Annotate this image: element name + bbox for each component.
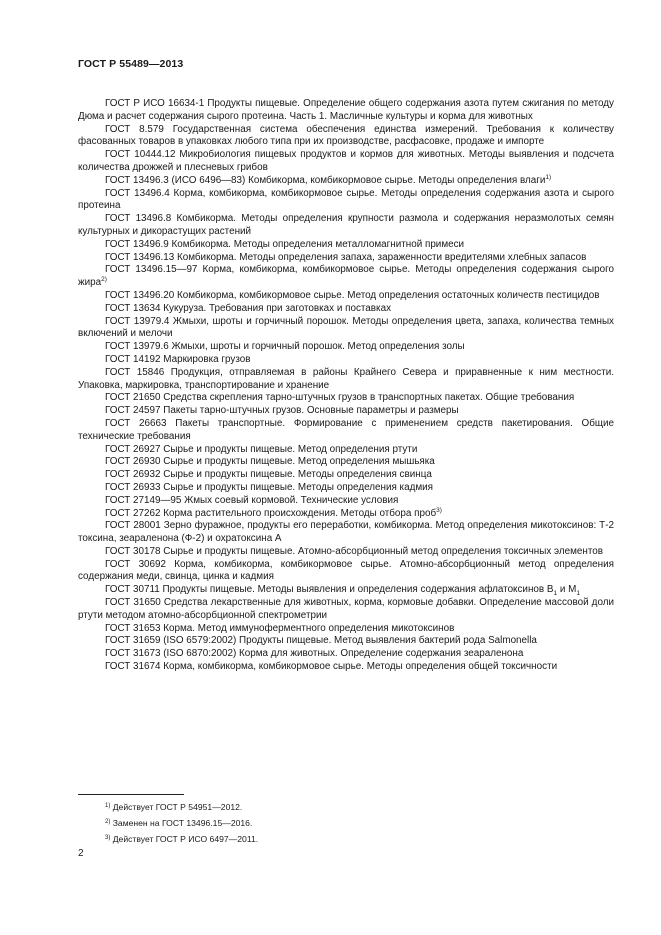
footnote-divider <box>78 794 184 795</box>
reference-item: ГОСТ 26663 Пакеты транспортные. Формирование с применением средств пакетирования. Общие технические требования <box>78 417 614 442</box>
page-number: 2 <box>78 848 84 859</box>
reference-item: ГОСТ 26930 Сырье и продукты пищевые. Метод определения мышьяка <box>105 456 435 468</box>
reference-item: ГОСТ 15846 Продукция, отправляемая в районы Крайнего Севера и приравненные к ним местности. Упаковка, маркировка, транспортирование и хранение <box>78 366 614 391</box>
reference-item: ГОСТ 14192 Маркировка грузов <box>105 353 251 365</box>
reference-item: ГОСТ 13496.15—97 Корма, комбикорма, комбикормовое сырье. Методы определения содержания сырого жира$^{2)}$ <box>78 264 614 289</box>
reference-item: ГОСТ 13496.13 Комбикорма. Методы определения запаха, зараженности вредителями хлебных запасов <box>105 251 587 263</box>
reference-item: ГОСТ 10444.12 Микробиология пищевых продуктов и кормов для животных. Методы выявления и подсчета количества дрожжей и плесневых грибов <box>78 149 614 173</box>
reference-item: ГОСТ 31653 Корма. Метод иммуноферментного определения микотоксинов <box>105 622 455 634</box>
reference-item: ГОСТ 13496.20 Комбикорма, комбикормовое сырье. Метод определения остаточных количеств пестицидов <box>105 289 600 301</box>
reference-item: ГОСТ 30178 Сырье и продукты пищевые. Атомно-абсорбционный метод определения токсичных элементов <box>105 545 603 557</box>
footnote-ref: 2) <box>101 276 107 284</box>
reference-item: ГОСТ 13979.6 Жмыхи, шроты и горчичный порошок. Метод определения золы <box>105 341 465 353</box>
reference-item: ГОСТ 28001 Зерно фуражное, продукты его переработки, комбикорма. Метод определения микотоксинов: Т-2 токсина, зеараленона (Ф-2) и охратоксина А <box>78 520 614 545</box>
reference-item: ГОСТ 24597 Пакеты тарно-штучных грузов. Основные параметры и размеры <box>105 405 459 417</box>
reference-item: ГОСТ 27262 Корма растительного происхождения. Методы отбора проб$^{3)}$ <box>105 506 442 519</box>
footnote-item: $^{1)}$ Действует ГОСТ Р 54951—2012. <box>105 802 243 812</box>
reference-item: ГОСТ 13634 Кукуруза. Требования при заготовках и поставках <box>105 302 392 314</box>
footnotes <box>105 799 258 847</box>
reference-item: ГОСТ 26927 Сырье и продукты пищевые. Метод определения ртути <box>105 443 418 455</box>
footnote-ref: 1) <box>545 173 552 181</box>
subscript: 1 <box>553 590 558 598</box>
reference-item: ГОСТ 26932 Сырье и продукты пищевые. Методы определения свинца <box>105 469 432 481</box>
document-header: ГОСТ Р 55489—2013 <box>78 58 184 70</box>
reference-item: ГОСТ 21650 Средства скрепления тарно-штучных грузов в транспортных пакетах. Общие требования <box>105 392 575 404</box>
reference-item: ГОСТ 27149—95 Жмых соевый кормовой. Технические условия <box>105 494 399 506</box>
reference-item: ГОСТ 31674 Корма, комбикорма, комбикормовое сырье. Методы определения общей токсичности <box>105 661 558 673</box>
reference-item: ГОСТ 31659 (ISO 6579:2002) Продукты пищевые. Метод выявления бактерий рода Salmonella <box>105 635 537 647</box>
reference-item: ГОСТ 13496.3 (ИСО 6496—83) Комбикорма, комбикормовое сырье. Методы определения влаги$^{1)}$ <box>105 173 552 186</box>
normative-references-list <box>78 98 614 674</box>
reference-item: ГОСТ 30692 Корма, комбикорма, комбикормовое сырье. Атомно-абсорбционный метод определения содержания меди, свинца, цинка и кадмия <box>78 558 614 583</box>
reference-item: ГОСТ 8.579 Государственная система обеспечения единства измерений. Требования к количеству фасованных товаров в упаковках любого типа при их производстве, расфасовке, продаже и импорте <box>78 123 614 148</box>
footnote-ref: 3) <box>436 506 442 514</box>
reference-item: ГОСТ 31673 (ISO 6870:2002) Корма для животных. Определение содержания зеараленона <box>105 648 524 660</box>
footnote-item: $^{3)}$ Действует ГОСТ Р ИСО 6497—2011. <box>105 834 259 844</box>
reference-item: ГОСТ 30711 Продукты пищевые. Методы выявления и определения содержания афлатоксинов $B_1$ и $M_1$ <box>105 584 580 598</box>
subscript: 1 <box>576 590 580 598</box>
footnote-item: $^{2)}$ Заменен на ГОСТ 13496.15—2016. <box>105 818 253 828</box>
reference-item: ГОСТ 13496.9 Комбикорма. Методы определения металломагнитной примеси <box>105 238 465 250</box>
reference-item: ГОСТ 13979.4 Жмыхи, шроты и горчичный порошок. Методы определения цвета, запаха, количества темных включений и мелочи <box>78 315 614 340</box>
reference-item: ГОСТ 26933 Сырье и продукты пищевые. Методы определения кадмия <box>105 481 433 493</box>
reference-item: ГОСТ 13496.8 Комбикорма. Методы определения крупности размола и содержания неразмолотых семян культурных и дикорастущих растений <box>78 213 614 237</box>
reference-item: ГОСТ 31650 Средства лекарственные для животных, корма, кормовые добавки. Определение массовой доли ртути методом атомно-абсорбционной спектрометрии <box>78 597 614 621</box>
reference-item: ГОСТ 13496.4 Корма, комбикорма, комбикормовое сырье. Методы определения содержания азота и сырого протеина <box>78 187 614 212</box>
reference-item: ГОСТ Р ИСО 16634-1 Продукты пищевые. Определение общего содержания азота путем сжигания по методу Дюма и расчет содержания сырого протеина. Часть 1. Масличные культуры и корма для животных <box>78 98 614 122</box>
